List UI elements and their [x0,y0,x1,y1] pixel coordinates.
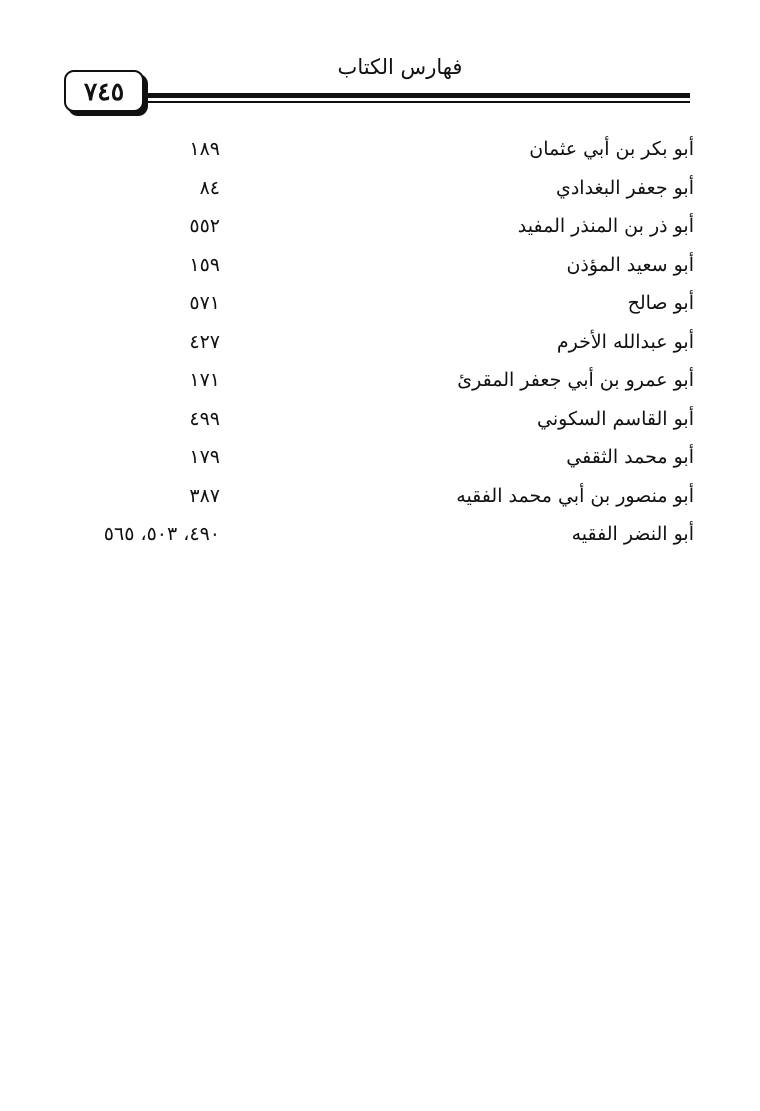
entry-page-numbers: ٤٩٠، ٥٠٣، ٥٦٥ [103,523,220,545]
index-entry [0,515,760,554]
entry-page-numbers: ٤٩٩ [189,407,220,430]
entry-name: أبو النضر الفقيه [571,523,694,545]
index-entry [0,130,760,169]
entry-page-numbers: ٨٤ [199,176,220,199]
entry-page-numbers: ٥٥٢ [189,215,220,237]
entry-name: أبو عبدالله الأخرم [556,330,694,353]
entry-page-numbers: ٥٧١ [189,292,220,314]
entry-name: أبو عمرو بن أبي جعفر المقرئ [457,369,694,391]
entry-page-numbers: ١٥٩ [189,253,220,276]
entry-page-numbers: ٣٨٧ [189,484,220,507]
index-entry [0,477,760,516]
header-rule-thick [140,93,690,98]
index-entry [0,169,760,208]
entry-name: أبو القاسم السكوني [537,407,694,430]
page-number-frame [64,70,144,112]
entry-name: أبو بكر بن أبي عثمان [529,138,694,160]
page-number: ٧٤٥ [83,76,125,106]
index-entry [0,284,760,323]
entry-name: أبو سعيد المؤذن [566,253,694,276]
entry-page-numbers: ٤٢٧ [189,330,220,353]
index-list [0,130,760,554]
entry-name: أبو صالح [627,292,694,314]
entry-name: أبو منصور بن أبي محمد الفقيه [456,484,694,507]
header-rule-thin [140,101,690,103]
index-entry [0,323,760,362]
entry-page-numbers: ١٧١ [189,369,220,391]
entry-page-numbers: ١٨٩ [189,138,220,160]
index-entry [0,361,760,400]
running-header-title: فهارس الكتاب [337,55,463,79]
index-entry [0,400,760,439]
entry-page-numbers: ١٧٩ [189,446,220,468]
entry-name: أبو محمد الثقفي [566,446,694,468]
entry-name: أبو ذر بن المنذر المفيد [517,215,694,237]
page-header [0,0,760,130]
index-entry [0,438,760,477]
entry-name: أبو جعفر البغدادي [555,176,694,199]
index-entry [0,246,760,285]
index-entry [0,207,760,246]
